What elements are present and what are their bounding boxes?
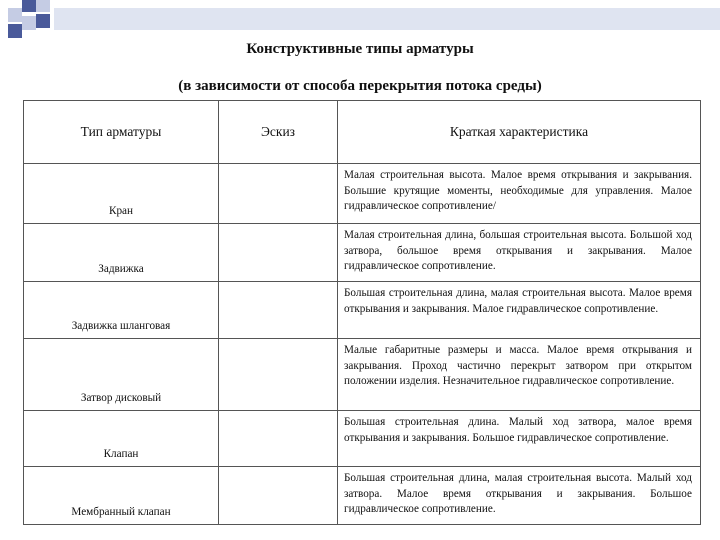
decor-square — [22, 0, 36, 12]
column-header-description: Краткая характеристика — [338, 101, 701, 164]
table-row — [24, 339, 701, 411]
decor-square — [36, 0, 50, 12]
row-description: Малая строительная длина, большая строительная высота. Большой ход затвора, большое время открывания и закрывания. Малое гидравлическое сопротивление. — [338, 224, 701, 282]
table-row — [24, 224, 701, 282]
row-type: Мембранный клапан — [24, 467, 219, 525]
row-description: Большая строительная длина. Малый ход затвора, малое время открывания и закрывания. Большое гидравлическое сопротивление. — [338, 411, 701, 467]
row-sketch — [219, 411, 338, 467]
table-row — [24, 467, 701, 525]
row-sketch — [219, 282, 338, 339]
table-row — [24, 164, 701, 224]
decor-square — [8, 24, 22, 38]
row-description: Большая строительная длина, малая строительная высота. Малый ход затвора. Малое время открывания и закрывания. Большое гидравлическое сопротивление. — [338, 467, 701, 525]
table-row — [24, 282, 701, 339]
column-header-sketch: Эскиз — [219, 101, 338, 164]
column-header-type: Тип арматуры — [24, 101, 219, 164]
decor-square — [22, 16, 36, 30]
row-sketch — [219, 467, 338, 525]
page-title: Конструктивные типы арматуры — [246, 41, 474, 57]
row-type: Задвижка шланговая — [24, 282, 219, 339]
row-type: Затвор дисковый — [24, 339, 219, 411]
valve-types-table — [23, 100, 701, 525]
slide-decoration — [0, 0, 720, 42]
decor-square — [8, 8, 22, 22]
row-type: Кран — [24, 164, 219, 224]
row-sketch — [219, 164, 338, 224]
row-type: Задвижка — [24, 224, 219, 282]
table-row — [24, 411, 701, 467]
row-description: Малая строительная высота. Малое время открывания и закрывания. Большие крутящие моменты, необходимые для управления. Малое гидравлическое сопротивление/ — [338, 164, 701, 224]
row-description: Большая строительная длина, малая строительная высота. Малое время открывания и закрывания. Малое гидравлическое сопротивление. — [338, 282, 701, 339]
row-sketch — [219, 339, 338, 411]
row-type: Клапан — [24, 411, 219, 467]
decor-square — [36, 14, 50, 28]
decor-bar — [54, 8, 720, 30]
page-subtitle: (в зависимости от способа перекрытия потока среды) — [178, 78, 542, 94]
row-description: Малые габаритные размеры и масса. Малое время открывания и закрывания. Проход частично перекрыт затвором при открытом положении изделия. Незначительное гидравлическое сопротивление. — [338, 339, 701, 411]
row-sketch — [219, 224, 338, 282]
table-header-row — [24, 101, 701, 164]
